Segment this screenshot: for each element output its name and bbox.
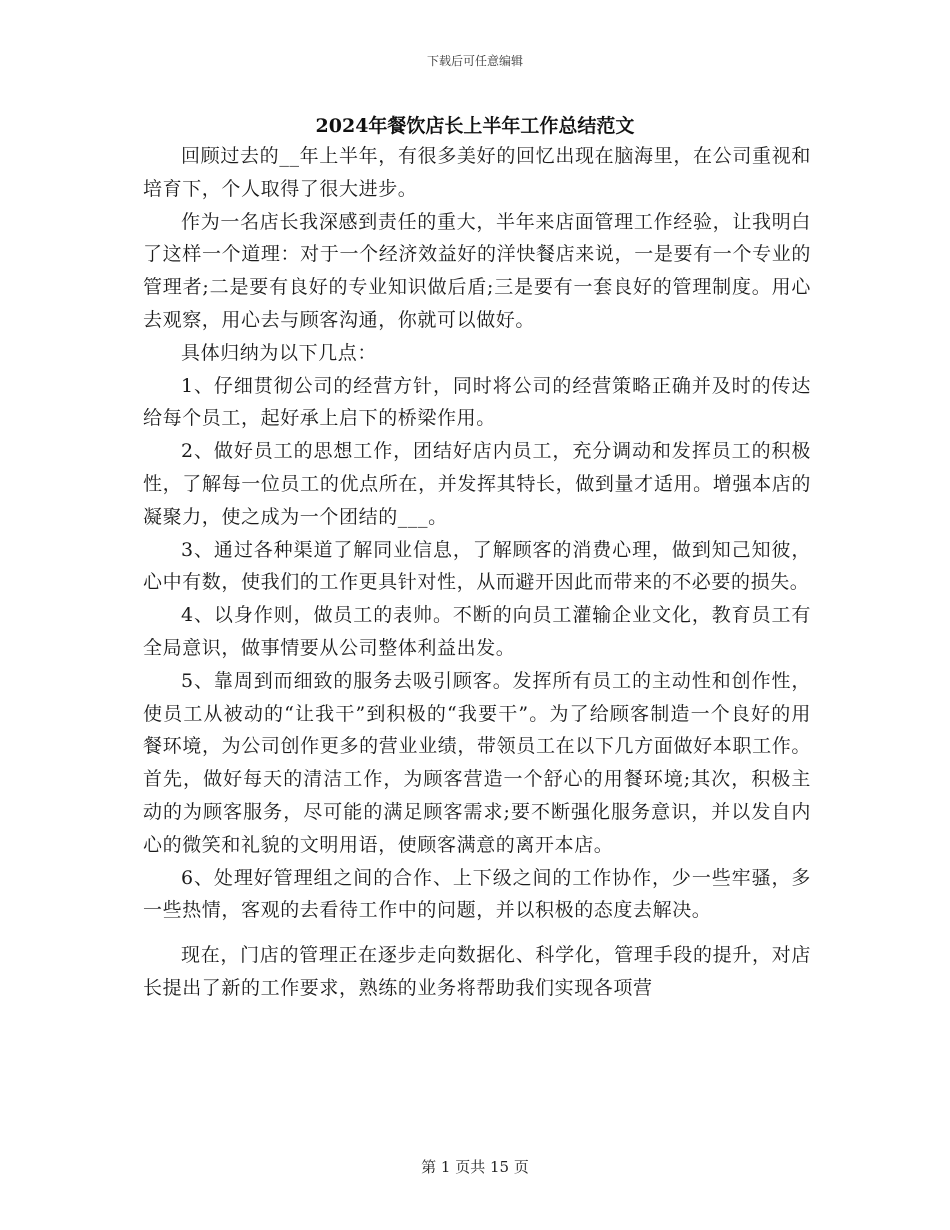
document-title: 2024年餐饮店长上半年工作总结范文 (315, 115, 635, 137)
paragraph-summary-lead: 具体归纳为以下几点： (181, 341, 378, 364)
paragraph-point-1: 1、仔细贯彻公司的经营方针，同时将公司的经营策略正确并及时的传达给每个员工，起好承上启下的桥梁作用。 (143, 374, 811, 430)
paragraph-outlook: 现在，门店的管理正在逐步走向数据化、科学化，管理手段的提升，对店长提出了新的工作要求，熟练的业务将帮助我们实现各项营 (143, 944, 811, 999)
paragraph-point-2: 2、做好员工的思想工作，团结好店内员工，充分调动和发挥员工的积极性，了解每一位员工的优点所在，并发挥其特长，做到量才适用。增强本店的凝聚力，使之成为一个团结的___。 (143, 440, 811, 528)
paragraph-point-4: 4、以身作则，做员工的表帅。不断的向员工灌输企业文化，教育员工有全局意识，做事情要从公司整体利益出发。 (143, 604, 811, 659)
paragraph-responsibility: 作为一名店长我深感到责任的重大，半年来店面管理工作经验，让我明白了这样一个道理：对于一个经济效益好的洋快餐店来说，一是要有一个专业的管理者;二是要有良好的专业知识做后盾;三是要有一套良好的管理制度。用心去观察，用心去与顾客沟通，你就可以做好。 (143, 210, 811, 331)
paragraph-intro: 回顾过去的__年上半年，有很多美好的回忆出现在脑海里，在公司重视和培育下，个人取得了很大进步。 (143, 145, 811, 200)
paragraph-point-3: 3、通过各种渠道了解同业信息，了解顾客的消费心理，做到知己知彼，心中有数，使我们的工作更具针对性，从而避开因此而带来的不必要的损失。 (143, 538, 811, 594)
document-body (143, 140, 811, 1005)
page-number: 第 1 页共 15 页 (421, 1158, 529, 1176)
paragraph-point-5: 5、靠周到而细致的服务去吸引顾客。发挥所有员工的主动性和创作性，使员工从被动的“让我干”到积极的“我要干”。为了给顾客制造一个良好的用餐环境，为公司创作更多的营业业绩，带领员工在以下几方面做好本职工作。首先，做好每天的清洁工作，为顾客营造一个舒心的用餐环境;其次，积极主动的为顾客服务，尽可能的满足顾客需求;要不断强化服务意识，并以发自内心的微笑和礼貌的文明用语，使顾客满意的离开本店。 (143, 669, 811, 856)
paragraph-point-6: 6、处理好管理组之间的合作、上下级之间的工作协作，少一些牢骚，多一些热情，客观的去看待工作中的问题，并以积极的态度去解决。 (143, 866, 811, 922)
page-header-note: 下载后可任意编辑 (426, 54, 523, 68)
